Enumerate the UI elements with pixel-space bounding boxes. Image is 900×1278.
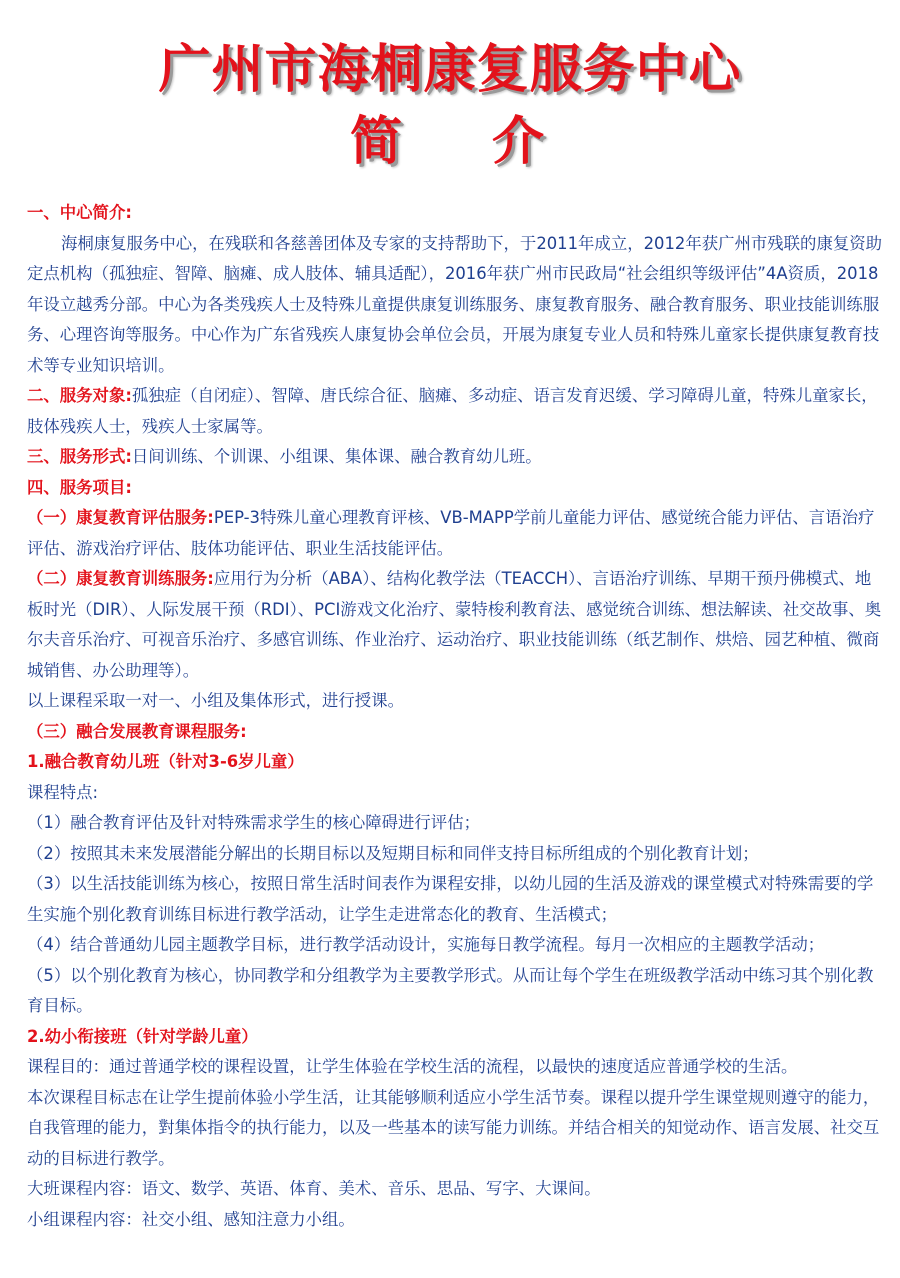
class-1-item: （4）结合普通幼儿园主题教学目标，进行教学活动设计，实施每日教学流程。每月一次相应的主题教学活动； <box>27 935 825 954</box>
class-1-item: （3）以生活技能训练为核心，按照日常生活时间表作为课程安排，以幼儿园的生活及游戏的课堂模式对特殊需要的学生实施个别化教育训练目标进行教学活动，让学生走进常态化的教育、生活模式； <box>27 874 874 924</box>
service-assessment-label: （一）康复教育评估服务: <box>27 508 214 527</box>
class-1-item: （1）融合教育评估及针对特殊需求学生的核心障碍进行评估； <box>27 813 480 832</box>
class-1-heading: 1.融合教育幼儿班（针对3-6岁儿童） <box>27 752 304 771</box>
service-assessment <box>27 503 887 564</box>
service-training-body: 应用行为分析（ABA）、结构化教学法（TEACCH）、言语治疗训练、早期干预丹佛模式、地板时光（DIR）、人际发展干预（RDI）、PCI游戏文化治疗、蒙特梭利教育法、感觉统合训练、想法解读、社交故事、奥尔夫音乐治疗、可视音乐治疗、多感官训练、作业治疗、运动治疗、职业技能训练（纸艺制作、烘焙、园艺种植、微商城销售、办公助理等）。 <box>27 569 882 680</box>
class-2-goal: 课程目的：通过普通学校的课程设置，让学生体验在学校生活的流程，以最快的速度适应普通学校的生活。 <box>27 1057 798 1076</box>
service-training-label: （二）康复教育训练服务: <box>27 569 214 588</box>
document-body <box>27 198 887 1235</box>
class-2-small-group: 小组课程内容：社交小组、感知注意力小组。 <box>27 1209 355 1229</box>
service-integration-label: （三）融合发展教育课程服务: <box>27 721 247 741</box>
class-1-item: （2）按照其未来发展潜能分解出的长期目标以及短期目标和同伴支持目标所组成的个别化教育计划； <box>27 843 759 863</box>
section-2-heading: 二、服务对象: <box>27 386 132 405</box>
class-1-item: （5）以个别化教育为核心，协同教学和分组教学为主要教学形式。从而让每个学生在班级教学活动中练习其个别化教育目标。 <box>27 965 874 1015</box>
service-assessment-body: PEP-3特殊儿童心理教育评核、VB-MAPP学前儿童能力评估、感觉统合能力评估、言语治疗评估、游戏治疗评估、肢体功能评估、职业生活技能评估。 <box>27 508 875 558</box>
section-1-heading: 一、中心简介: <box>27 203 132 222</box>
page-title: 广州市海桐康复服务中心 <box>158 40 742 100</box>
section-1-body: 海桐康复服务中心，在残联和各慈善团体及专家的支持帮助下，于2011年成立，2012年获广州市残联的康复资助定点机构（孤独症、智障、脑瘫、成人肢体、辅具适配），2016年获广州市民政局“社会组织等级评估”4A资质，2018年设立越秀分部。中心为各类残疾人士及特殊儿童提供康复训练服务、康复教育服务、融合教育服务、职业技能训练服务、心理咨询等服务。中心作为广东省残疾人康复协会单位会员，开展为康复专业人员和特殊儿童家长提供康复教育技术等专业知识培训。 <box>27 233 883 375</box>
class-2-big-class: 大班课程内容：语文、数学、英语、体育、美术、音乐、思品、写字、大课间。 <box>27 1179 601 1198</box>
service-training-note: 以上课程采取一对一、小组及集体形式，进行授课。 <box>27 691 404 710</box>
class-2-description: 本次课程目标志在让学生提前体验小学生活，让其能够顺利适应小学生活节奏。课程以提升学生课堂规则遵守的能力，自我管理的能力，對集体指令的执行能力，以及一些基本的读写能力训练。并结合相关的知觉动作、语言发展、社交互动的目标进行教学。 <box>27 1087 880 1168</box>
section-4-heading: 四、服务项目: <box>27 477 132 497</box>
service-training <box>27 564 887 686</box>
section-3-body: 日间训练、个训课、小组课、集体课、融合教育幼儿班。 <box>131 447 542 466</box>
page-subtitle: 简 介 <box>349 112 581 172</box>
class-2-heading: 2.幼小衔接班（针对学龄儿童） <box>27 1026 258 1046</box>
section-3-heading: 三、服务形式: <box>27 447 132 466</box>
section-3 <box>27 442 887 473</box>
class-1-features-label: 课程特点: <box>27 782 99 802</box>
section-2-body: 孤独症（自闭症）、智障、唐氏综合征、脑瘫、多动症、语言发育迟缓、学习障碍儿童，特殊儿童家长，肢体残疾人士，残疾人士家属等。 <box>27 386 878 436</box>
section-2 <box>27 381 887 442</box>
